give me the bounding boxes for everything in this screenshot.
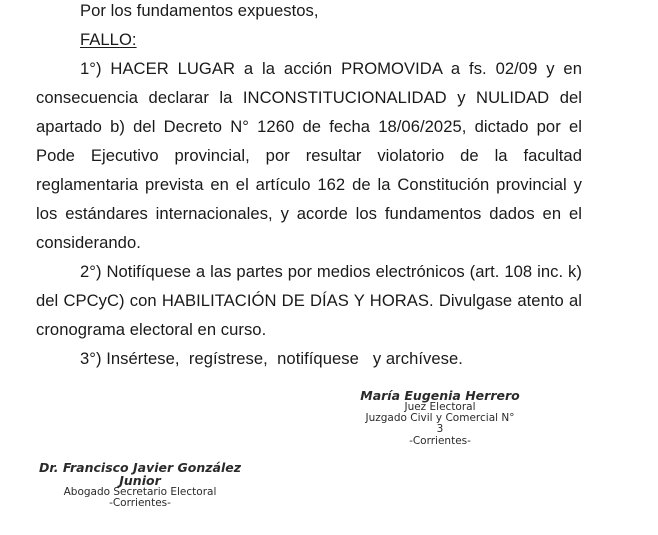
paragraph-2-line-2: del CPCyC) con HABILITACIÓN DE DÍAS Y HORAS. Divulgase atento al: [36, 291, 582, 310]
secretary-signature-block: [25, 461, 255, 509]
paragraph-1-line-5: reglamentaria prevista en el artículo 162 de la Constitución provincial y: [36, 175, 582, 194]
judge-court-number: 3: [436, 423, 444, 435]
paragraph-2-line-1: 2°) Notifíquese a las partes por medios electrónicos (art. 108 inc. k): [80, 262, 582, 281]
ruling-heading: FALLO:: [80, 30, 137, 49]
paragraph-1-line-7: considerando.: [36, 233, 141, 252]
paragraph-1-line-2: consecuencia declarar la INCONSTITUCIONALIDAD y NULIDAD del: [36, 88, 582, 107]
secretary-name-line-1: Dr. Francisco Javier González: [38, 460, 241, 475]
paragraph-1-line-1: 1°) HACER LUGAR a la acción PROMOVIDA a fs. 02/09 y en: [80, 59, 582, 78]
judge-title: Juez Electoral: [404, 401, 476, 413]
secretary-name-line-2: Junior: [119, 473, 161, 488]
paragraph-1-line-3: apartado b) del Decreto N° 1260 de fecha 18/06/2025, dictado por el: [36, 117, 582, 136]
secretary-title: Abogado Secretario Electoral: [63, 486, 217, 498]
judge-name: María Eugenia Herrero: [360, 388, 520, 403]
judge-court: Juzgado Civil y Comercial N°: [365, 412, 515, 424]
intro-line: Por los fundamentos expuestos,: [80, 1, 319, 20]
paragraph-2-line-3: cronograma electoral en curso.: [36, 320, 267, 339]
secretary-location: -Corrientes-: [109, 497, 171, 509]
judge-location: -Corrientes-: [409, 435, 471, 447]
paragraph-1-line-6: los estándares internacionales, y acorde los fundamentos dados en el: [36, 204, 582, 223]
paragraph-3-line-1: 3°) Insértese, regístrese, notifíquese y archívese.: [80, 349, 463, 368]
judge-signature-block: [340, 389, 540, 447]
paragraph-1-line-4: Pode Ejecutivo provincial, por resultar violatorio de la facultad: [36, 146, 582, 165]
